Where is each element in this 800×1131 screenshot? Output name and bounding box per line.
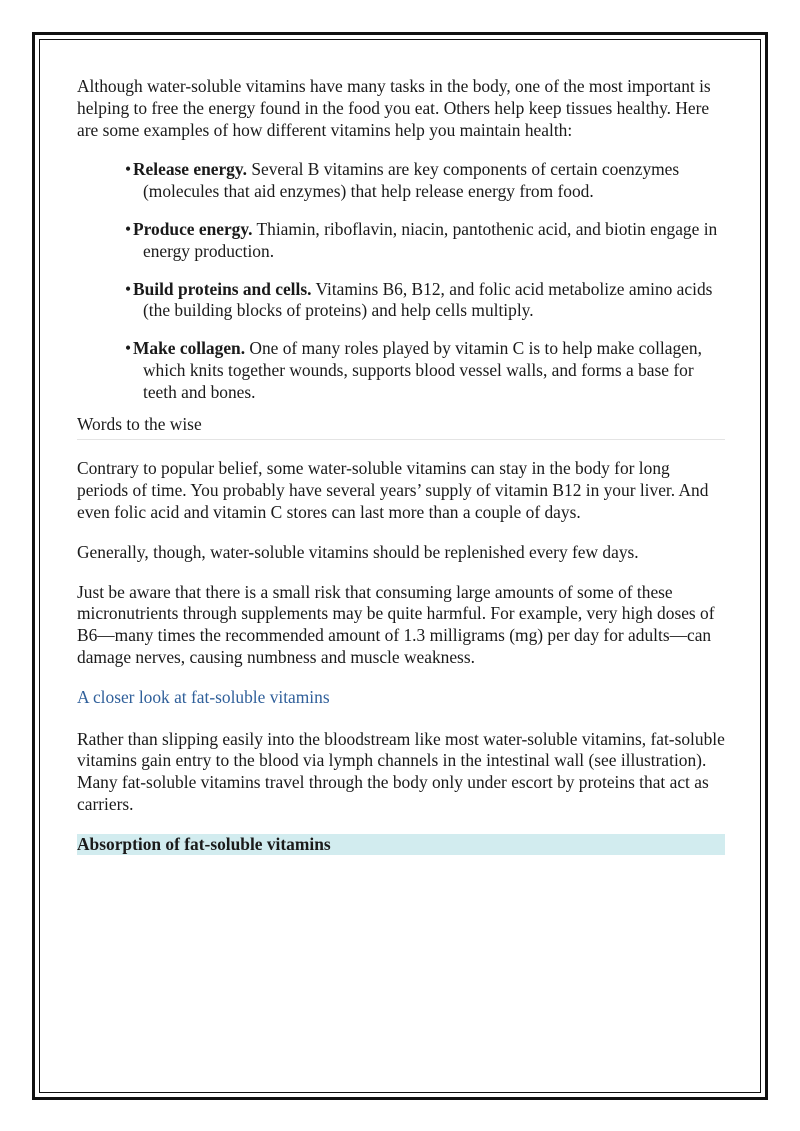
bullet-icon: • [125,278,132,299]
body-paragraph: Contrary to popular belief, some water-soluble vitamins can stay in the body for long periods of time. You probably have several years’ supply of vitamin B12 in your liver. And even folic acid and vitamin C stores can last more than a couple of days. [77,458,709,522]
bullet-icon: • [125,338,132,359]
list-item-title: Build proteins and cells. [133,278,312,299]
sidebar-heading: Words to the wise [77,414,725,441]
document-body [77,76,725,855]
list-item [77,279,725,323]
list-item-title: Make collagen. [133,338,246,359]
list-item [77,338,725,403]
bullet-icon: • [125,218,132,239]
section-paragraph: Rather than slipping easily into the bloodstream like most water-soluble vitamins, fat-soluble vitamins gain entry to the blood via lymph channels in the intestinal wall (see illustration). Many fat-soluble vitamins travel through the body only under escort by proteins that act as carriers. [77,728,725,814]
figure-title: Absorption of fat-soluble vitamins [77,834,725,855]
body-paragraph: Just be aware that there is a small risk that consuming large amounts of some of these micronutrients through supplements may be quite harmful. For example, very high doses of B6—many times the recommended amount of 1.3 milligrams (mg) per day for adults—can damage nerves, causing numbness and muscle weakness. [77,581,715,667]
list-item-text: Several B vitamins are key components of certain coenzymes (molecules that aid enzymes) that help release energy from food. [143,159,680,202]
list-item-title: Release energy. [133,159,247,180]
list-item [77,219,725,263]
section-heading: A closer look at fat-soluble vitamins [77,686,330,707]
vitamin-roles-list [77,159,725,403]
list-item-title: Produce energy. [133,218,253,239]
bullet-icon: • [125,159,132,180]
intro-paragraph: Although water-soluble vitamins have many tasks in the body, one of the most important is helping to free the energy found in the food you eat. Others help keep tissues healthy. Here are some examples of how different vitamins help you maintain health: [77,76,711,140]
list-item-text: One of many roles played by vitamin C is to help make collagen, which knits together wounds, supports blood vessel walls, and forms a base for teeth and bones. [143,338,702,402]
list-item-text: Thiamin, riboflavin, niacin, pantothenic acid, and biotin engage in energy production. [143,218,718,261]
list-item-text: Vitamins B6, B12, and folic acid metabolize amino acids (the building blocks of proteins) and help cells multiply. [143,278,713,321]
list-item [77,159,725,203]
body-paragraph: Generally, though, water-soluble vitamins should be replenished every few days. [77,541,639,562]
